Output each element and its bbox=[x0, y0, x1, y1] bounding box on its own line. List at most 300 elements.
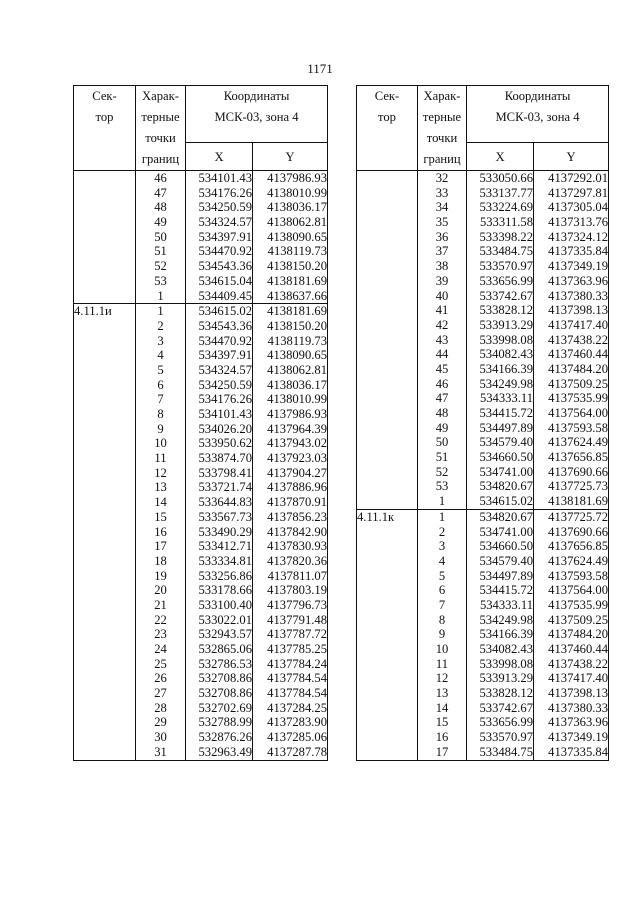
point-cell: 4 bbox=[418, 554, 467, 569]
table-row bbox=[74, 304, 328, 319]
y-cell: 4137784.24 bbox=[253, 657, 328, 672]
sector-cell bbox=[357, 494, 418, 509]
y-cell: 4137943.02 bbox=[253, 436, 328, 451]
y-cell: 4137564.00 bbox=[534, 406, 609, 421]
point-cell: 36 bbox=[418, 230, 467, 245]
sector-cell bbox=[357, 421, 418, 436]
table-row bbox=[357, 569, 609, 584]
sector-cell bbox=[74, 230, 136, 245]
point-cell: 29 bbox=[136, 715, 186, 730]
table-row bbox=[74, 686, 328, 701]
point-cell: 2 bbox=[136, 319, 186, 334]
x-cell: 534333.11 bbox=[467, 391, 534, 406]
header-sector-line1: Сек- bbox=[374, 89, 400, 103]
y-cell: 4137460.44 bbox=[534, 642, 609, 657]
x-cell: 532786.53 bbox=[186, 657, 253, 672]
y-cell: 4137509.25 bbox=[534, 613, 609, 628]
y-cell: 4137535.99 bbox=[534, 598, 609, 613]
header-coordinates bbox=[467, 86, 609, 143]
page-number: 1171 bbox=[307, 61, 333, 76]
y-cell: 4137820.36 bbox=[253, 554, 328, 569]
x-cell: 533828.12 bbox=[467, 303, 534, 318]
sector-cell bbox=[74, 436, 136, 451]
table-row bbox=[74, 642, 328, 657]
x-cell: 534176.26 bbox=[186, 392, 253, 407]
y-cell: 4137796.73 bbox=[253, 598, 328, 613]
sector-cell bbox=[74, 319, 136, 334]
y-cell: 4137398.13 bbox=[534, 686, 609, 701]
y-cell: 4138036.17 bbox=[253, 200, 328, 215]
sector-cell bbox=[357, 406, 418, 421]
x-cell: 534741.00 bbox=[467, 465, 534, 480]
point-cell: 20 bbox=[136, 583, 186, 598]
point-cell: 26 bbox=[136, 671, 186, 686]
y-cell: 4137313.76 bbox=[534, 215, 609, 230]
x-cell: 533490.29 bbox=[186, 525, 253, 540]
table-row bbox=[74, 378, 328, 393]
header-x: X bbox=[467, 143, 534, 171]
sector-cell bbox=[74, 671, 136, 686]
y-cell: 4137986.93 bbox=[253, 171, 328, 186]
x-cell: 534470.92 bbox=[186, 334, 253, 349]
y-cell: 4137725.73 bbox=[534, 479, 609, 494]
point-cell: 52 bbox=[136, 259, 186, 274]
point-cell: 11 bbox=[136, 451, 186, 466]
x-cell: 534101.43 bbox=[186, 171, 253, 186]
point-cell: 45 bbox=[418, 362, 467, 377]
table-row bbox=[357, 274, 609, 289]
x-cell: 534249.98 bbox=[467, 613, 534, 628]
sector-cell bbox=[74, 730, 136, 745]
header-sector-line1: Сек- bbox=[92, 89, 117, 103]
table-row bbox=[357, 494, 609, 509]
x-cell: 532865.06 bbox=[186, 642, 253, 657]
point-cell: 12 bbox=[136, 466, 186, 481]
table-row bbox=[74, 598, 328, 613]
x-cell: 533721.74 bbox=[186, 480, 253, 495]
header-y: Y bbox=[253, 143, 328, 171]
table-row bbox=[357, 730, 609, 745]
sector-cell bbox=[357, 657, 418, 672]
point-cell: 13 bbox=[136, 480, 186, 495]
x-cell: 534579.40 bbox=[467, 554, 534, 569]
x-cell: 533828.12 bbox=[467, 686, 534, 701]
x-cell: 532963.49 bbox=[186, 745, 253, 760]
table-row bbox=[74, 466, 328, 481]
point-cell: 15 bbox=[418, 715, 467, 730]
sector-cell bbox=[357, 554, 418, 569]
sector-cell bbox=[74, 274, 136, 289]
header-point-line4: границ bbox=[141, 152, 180, 166]
table-row bbox=[357, 244, 609, 259]
x-cell: 533484.75 bbox=[467, 745, 534, 760]
x-cell: 534082.43 bbox=[467, 347, 534, 362]
table-row bbox=[74, 363, 328, 378]
sector-cell bbox=[74, 422, 136, 437]
y-cell: 4137986.93 bbox=[253, 407, 328, 422]
header-sector bbox=[357, 86, 418, 171]
x-cell: 533742.67 bbox=[467, 701, 534, 716]
header-x: X bbox=[186, 143, 253, 171]
table-row bbox=[357, 745, 609, 760]
x-cell: 533050.66 bbox=[467, 171, 534, 186]
table-row bbox=[74, 436, 328, 451]
x-cell: 533570.97 bbox=[467, 730, 534, 745]
point-cell: 32 bbox=[418, 171, 467, 186]
y-cell: 4137886.96 bbox=[253, 480, 328, 495]
sector-cell bbox=[357, 215, 418, 230]
sector-cell bbox=[74, 186, 136, 201]
sector-cell bbox=[74, 627, 136, 642]
sector-cell bbox=[357, 347, 418, 362]
point-cell: 53 bbox=[418, 479, 467, 494]
sector-cell bbox=[357, 186, 418, 201]
header-boundary-points bbox=[418, 86, 467, 171]
x-cell: 534820.67 bbox=[467, 479, 534, 494]
sector-cell bbox=[357, 613, 418, 628]
sector-cell bbox=[74, 745, 136, 760]
sector-cell bbox=[357, 171, 418, 186]
y-cell: 4137484.20 bbox=[534, 627, 609, 642]
table-row bbox=[357, 613, 609, 628]
table-row bbox=[357, 525, 609, 540]
x-cell: 534415.72 bbox=[467, 583, 534, 598]
x-cell: 534470.92 bbox=[186, 244, 253, 259]
header-boundary-points bbox=[136, 86, 186, 171]
sector-cell bbox=[357, 525, 418, 540]
y-cell: 4138036.17 bbox=[253, 378, 328, 393]
point-cell: 46 bbox=[136, 171, 186, 186]
table-row bbox=[357, 450, 609, 465]
point-cell: 14 bbox=[136, 495, 186, 510]
sector-cell: 4.11.1и bbox=[74, 304, 136, 319]
sector-cell bbox=[74, 244, 136, 259]
point-cell: 17 bbox=[418, 745, 467, 760]
point-cell: 13 bbox=[418, 686, 467, 701]
sector-cell bbox=[74, 348, 136, 363]
y-cell: 4137349.19 bbox=[534, 730, 609, 745]
table-row bbox=[357, 671, 609, 686]
point-cell: 51 bbox=[418, 450, 467, 465]
y-cell: 4138637.66 bbox=[253, 289, 328, 304]
sector-cell bbox=[74, 525, 136, 540]
table-row bbox=[357, 627, 609, 642]
x-cell: 534660.50 bbox=[467, 450, 534, 465]
table-row bbox=[357, 421, 609, 436]
point-cell: 11 bbox=[418, 657, 467, 672]
table-row bbox=[74, 480, 328, 495]
sector-cell bbox=[74, 392, 136, 407]
point-cell: 21 bbox=[136, 598, 186, 613]
sector-cell bbox=[357, 583, 418, 598]
sector-cell bbox=[74, 259, 136, 274]
header-sector-line2: тор bbox=[378, 110, 396, 124]
x-cell: 534249.98 bbox=[467, 377, 534, 392]
header-point-line2: терные bbox=[422, 110, 462, 124]
sector-cell bbox=[74, 583, 136, 598]
sector-cell bbox=[74, 569, 136, 584]
table-row bbox=[357, 347, 609, 362]
header-sector-line2: тор bbox=[95, 110, 114, 124]
sector-cell bbox=[74, 171, 136, 186]
x-cell: 533874.70 bbox=[186, 451, 253, 466]
table-row bbox=[357, 230, 609, 245]
x-cell: 532876.26 bbox=[186, 730, 253, 745]
table-row bbox=[357, 479, 609, 494]
point-cell: 6 bbox=[418, 583, 467, 598]
table-row bbox=[74, 319, 328, 334]
point-cell: 39 bbox=[418, 274, 467, 289]
sector-cell bbox=[74, 701, 136, 716]
y-cell: 4137830.93 bbox=[253, 539, 328, 554]
header-point-line3: точки bbox=[426, 131, 458, 145]
table-row bbox=[357, 701, 609, 716]
table-row bbox=[357, 598, 609, 613]
header-coords-line2: МСК-03, зона 4 bbox=[495, 110, 580, 124]
x-cell: 533100.40 bbox=[186, 598, 253, 613]
y-cell: 4138062.81 bbox=[253, 363, 328, 378]
table-row bbox=[357, 465, 609, 480]
point-cell: 50 bbox=[136, 230, 186, 245]
x-cell: 533644.83 bbox=[186, 495, 253, 510]
y-cell: 4137784.54 bbox=[253, 686, 328, 701]
y-cell: 4138119.73 bbox=[253, 334, 328, 349]
y-cell: 4137803.19 bbox=[253, 583, 328, 598]
x-cell: 534415.72 bbox=[467, 406, 534, 421]
sector-cell bbox=[357, 274, 418, 289]
x-cell: 533656.99 bbox=[467, 274, 534, 289]
table-row bbox=[357, 377, 609, 392]
sector-cell bbox=[357, 671, 418, 686]
sector-cell bbox=[74, 657, 136, 672]
left-table-body bbox=[74, 171, 328, 761]
sector-cell bbox=[357, 333, 418, 348]
y-cell: 4137484.20 bbox=[534, 362, 609, 377]
sector-cell bbox=[357, 318, 418, 333]
table-row bbox=[74, 510, 328, 525]
table-row bbox=[74, 451, 328, 466]
point-cell: 49 bbox=[418, 421, 467, 436]
x-cell: 532788.99 bbox=[186, 715, 253, 730]
y-cell: 4137904.27 bbox=[253, 466, 328, 481]
x-cell: 533950.62 bbox=[186, 436, 253, 451]
table-row bbox=[74, 495, 328, 510]
x-cell: 532702.69 bbox=[186, 701, 253, 716]
sector-cell bbox=[357, 465, 418, 480]
y-cell: 4138181.69 bbox=[253, 304, 328, 319]
table-row bbox=[74, 627, 328, 642]
y-cell: 4137284.25 bbox=[253, 701, 328, 716]
x-cell: 534615.02 bbox=[186, 304, 253, 319]
table-row bbox=[74, 244, 328, 259]
x-cell: 533224.69 bbox=[467, 200, 534, 215]
header-sector bbox=[74, 86, 136, 171]
y-cell: 4137842.90 bbox=[253, 525, 328, 540]
x-cell: 534397.91 bbox=[186, 348, 253, 363]
sector-cell bbox=[74, 334, 136, 349]
table-row bbox=[74, 200, 328, 215]
sector-cell bbox=[357, 715, 418, 730]
y-cell: 4137398.13 bbox=[534, 303, 609, 318]
x-cell: 534324.57 bbox=[186, 363, 253, 378]
point-cell: 47 bbox=[418, 391, 467, 406]
table-row bbox=[74, 334, 328, 349]
coordinates-table-right bbox=[356, 85, 609, 761]
y-cell: 4137690.66 bbox=[534, 525, 609, 540]
sector-cell bbox=[357, 701, 418, 716]
point-cell: 6 bbox=[136, 378, 186, 393]
table-row bbox=[74, 171, 328, 186]
x-cell: 534166.39 bbox=[467, 362, 534, 377]
point-cell: 41 bbox=[418, 303, 467, 318]
table-row bbox=[357, 642, 609, 657]
y-cell: 4137870.91 bbox=[253, 495, 328, 510]
header-coordinates bbox=[186, 86, 328, 143]
x-cell: 533412.71 bbox=[186, 539, 253, 554]
point-cell: 22 bbox=[136, 613, 186, 628]
y-cell: 4138150.20 bbox=[253, 319, 328, 334]
x-cell: 533484.75 bbox=[467, 244, 534, 259]
x-cell: 534397.91 bbox=[186, 230, 253, 245]
y-cell: 4138181.69 bbox=[253, 274, 328, 289]
x-cell: 534333.11 bbox=[467, 598, 534, 613]
header-point-line1: Харак- bbox=[423, 89, 461, 103]
table-row bbox=[74, 583, 328, 598]
y-cell: 4137811.07 bbox=[253, 569, 328, 584]
table-row bbox=[357, 318, 609, 333]
point-cell: 18 bbox=[136, 554, 186, 569]
point-cell: 8 bbox=[418, 613, 467, 628]
y-cell: 4138010.99 bbox=[253, 186, 328, 201]
point-cell: 1 bbox=[136, 304, 186, 319]
point-cell: 3 bbox=[136, 334, 186, 349]
x-cell: 534166.39 bbox=[467, 627, 534, 642]
sector-cell bbox=[74, 451, 136, 466]
x-cell: 534250.59 bbox=[186, 378, 253, 393]
point-cell: 1 bbox=[418, 509, 467, 524]
x-cell: 533311.58 bbox=[467, 215, 534, 230]
x-cell: 533334.81 bbox=[186, 554, 253, 569]
y-cell: 4138062.81 bbox=[253, 215, 328, 230]
table-row bbox=[357, 333, 609, 348]
x-cell: 533913.29 bbox=[467, 318, 534, 333]
header-point-line1: Харак- bbox=[142, 89, 179, 103]
table-row bbox=[357, 509, 609, 524]
point-cell: 33 bbox=[418, 186, 467, 201]
sector-cell bbox=[357, 244, 418, 259]
sector-cell bbox=[74, 289, 136, 304]
y-cell: 4137624.49 bbox=[534, 435, 609, 450]
y-cell: 4137923.03 bbox=[253, 451, 328, 466]
sector-cell bbox=[74, 642, 136, 657]
sector-cell bbox=[74, 363, 136, 378]
table-row bbox=[74, 701, 328, 716]
point-cell: 2 bbox=[418, 525, 467, 540]
table-row bbox=[357, 539, 609, 554]
y-cell: 4137593.58 bbox=[534, 421, 609, 436]
sector-cell bbox=[357, 377, 418, 392]
point-cell: 49 bbox=[136, 215, 186, 230]
coordinates-table-left bbox=[73, 85, 328, 761]
table-row bbox=[357, 215, 609, 230]
y-cell: 4138010.99 bbox=[253, 392, 328, 407]
table-row bbox=[357, 583, 609, 598]
y-cell: 4137297.81 bbox=[534, 186, 609, 201]
sector-cell bbox=[74, 715, 136, 730]
point-cell: 10 bbox=[136, 436, 186, 451]
table-row bbox=[74, 539, 328, 554]
table-row bbox=[74, 259, 328, 274]
x-cell: 534409.45 bbox=[186, 289, 253, 304]
y-cell: 4137380.33 bbox=[534, 289, 609, 304]
y-cell: 4138119.73 bbox=[253, 244, 328, 259]
table-row bbox=[74, 215, 328, 230]
sector-cell bbox=[74, 686, 136, 701]
point-cell: 35 bbox=[418, 215, 467, 230]
sector-cell bbox=[357, 391, 418, 406]
header-point-line4: границ bbox=[423, 152, 461, 166]
y-cell: 4137656.85 bbox=[534, 450, 609, 465]
point-cell: 48 bbox=[136, 200, 186, 215]
y-cell: 4138150.20 bbox=[253, 259, 328, 274]
sector-cell bbox=[74, 510, 136, 525]
y-cell: 4137535.99 bbox=[534, 391, 609, 406]
sector-cell bbox=[357, 362, 418, 377]
point-cell: 8 bbox=[136, 407, 186, 422]
sector-cell bbox=[357, 230, 418, 245]
x-cell: 533570.97 bbox=[467, 259, 534, 274]
y-cell: 4137725.72 bbox=[534, 509, 609, 524]
point-cell: 1 bbox=[418, 494, 467, 509]
y-cell: 4137417.40 bbox=[534, 671, 609, 686]
x-cell: 533137.77 bbox=[467, 186, 534, 201]
table-row bbox=[74, 569, 328, 584]
y-cell: 4137349.19 bbox=[534, 259, 609, 274]
table-row bbox=[357, 406, 609, 421]
point-cell: 19 bbox=[136, 569, 186, 584]
y-cell: 4137305.04 bbox=[534, 200, 609, 215]
x-cell: 534101.43 bbox=[186, 407, 253, 422]
y-cell: 4137438.22 bbox=[534, 333, 609, 348]
sector-cell bbox=[357, 686, 418, 701]
y-cell: 4137787.72 bbox=[253, 627, 328, 642]
point-cell: 9 bbox=[136, 422, 186, 437]
table-row bbox=[357, 715, 609, 730]
point-cell: 7 bbox=[418, 598, 467, 613]
point-cell: 24 bbox=[136, 642, 186, 657]
x-cell: 532943.57 bbox=[186, 627, 253, 642]
x-cell: 534250.59 bbox=[186, 200, 253, 215]
point-cell: 25 bbox=[136, 657, 186, 672]
header-coords-line1: Координаты bbox=[504, 89, 571, 103]
x-cell: 533178.66 bbox=[186, 583, 253, 598]
y-cell: 4137292.01 bbox=[534, 171, 609, 186]
x-cell: 534579.40 bbox=[467, 435, 534, 450]
point-cell: 53 bbox=[136, 274, 186, 289]
point-cell: 27 bbox=[136, 686, 186, 701]
x-cell: 533567.73 bbox=[186, 510, 253, 525]
sector-cell bbox=[74, 215, 136, 230]
table-row bbox=[357, 200, 609, 215]
point-cell: 7 bbox=[136, 392, 186, 407]
point-cell: 17 bbox=[136, 539, 186, 554]
x-cell: 534324.57 bbox=[186, 215, 253, 230]
point-cell: 5 bbox=[136, 363, 186, 378]
point-cell: 52 bbox=[418, 465, 467, 480]
sector-cell bbox=[74, 495, 136, 510]
y-cell: 4137287.78 bbox=[253, 745, 328, 760]
y-cell: 4137593.58 bbox=[534, 569, 609, 584]
